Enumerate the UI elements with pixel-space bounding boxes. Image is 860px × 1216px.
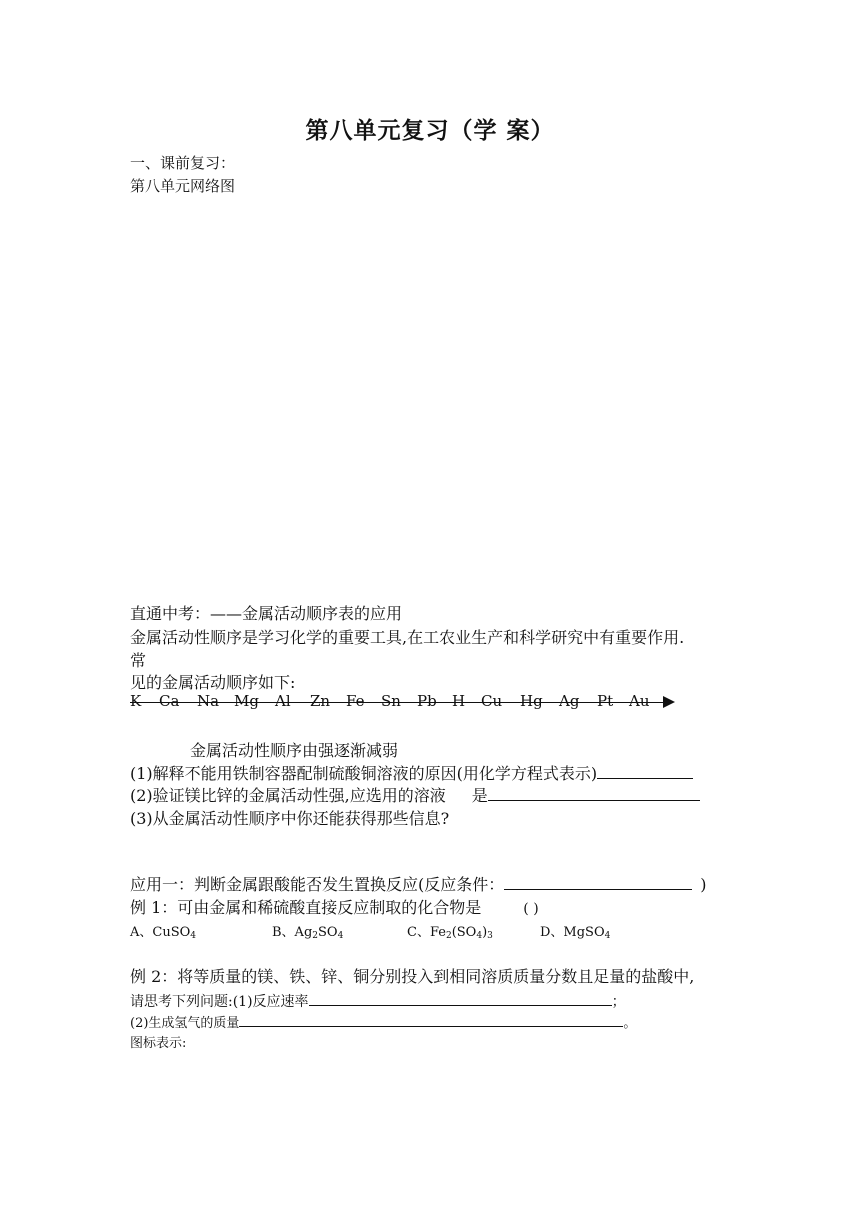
metal-symbol: Sn <box>381 692 401 710</box>
metal-symbol: H <box>452 692 466 710</box>
application-1-heading-text: 应用一：判断金属跟酸能否发生置换反应(反应条件： <box>130 875 505 894</box>
example-2-q1-text: 请思考下列问题:(1)反应速率 <box>130 994 309 1010</box>
metal-symbol: Mg <box>234 692 259 710</box>
application-1-heading <box>130 872 707 895</box>
example-2-q2-text: (2)生成氢气的质量 <box>130 1016 240 1031</box>
question-2 <box>130 783 700 806</box>
metal-symbol: Pt <box>597 692 614 710</box>
metal-symbol: Fe <box>346 692 365 710</box>
section-heading-review: 一、课前复习： <box>130 154 236 172</box>
answer-blank-2[interactable] <box>488 784 700 801</box>
metal-symbol: Hg <box>520 692 543 710</box>
chart-label: 图标表示: <box>130 1036 187 1051</box>
answer-blank-1[interactable] <box>597 762 693 779</box>
example-2-line-2 <box>130 989 626 1011</box>
option-c[interactable]: C、$Fe_2(SO_4)_3$ <box>407 925 493 941</box>
option-a[interactable]: A、CuSO$_4$ <box>130 925 197 941</box>
hydrogen-mass-blank[interactable] <box>239 1012 623 1027</box>
metal-symbol: Al <box>275 692 291 710</box>
example-1-answer-paren[interactable]: ( ) <box>523 901 539 917</box>
zhitong-heading: 直通中考：——金属活动顺序表的应用 <box>130 604 403 623</box>
network-diagram-label: 第八单元网络图 <box>130 177 236 195</box>
example-2-line-3 <box>130 1012 636 1031</box>
question-3: (3)从金属活动性顺序中你还能获得那些信息? <box>130 809 450 828</box>
metal-symbol: Au <box>629 692 650 710</box>
metal-symbol: Cu <box>481 692 503 710</box>
metal-symbol: K <box>130 692 142 710</box>
reaction-condition-blank[interactable] <box>504 873 692 890</box>
reaction-rate-blank[interactable] <box>309 989 612 1006</box>
order-note: 金属活动性顺序由强逐渐减弱 <box>190 741 399 760</box>
question-2-is: 是 <box>471 786 488 805</box>
intro-line-3: 见的金属活动顺序如下: <box>130 673 296 692</box>
question-2-text: (2)验证镁比锌的金属活动性强,应选用的溶液 <box>130 786 446 805</box>
semicolon: ； <box>611 994 626 1010</box>
question-1-text: (1)解释不能用铁制容器配制硫酸铜溶液的原因(用化学方程式表示) <box>130 764 598 783</box>
intro-line-2: 常 <box>130 651 147 670</box>
metal-symbol: Pb <box>417 692 437 710</box>
option-b[interactable]: B、$Ag_2SO_4$ <box>272 925 344 941</box>
example-1 <box>130 895 539 918</box>
metal-symbol: Ca <box>159 692 180 710</box>
example-1-text: 例 1：可由金属和稀硫酸直接反应制取的化合物是 <box>130 898 482 917</box>
option-d[interactable]: D、MgSO$_4$ <box>540 925 611 941</box>
question-1 <box>130 761 693 784</box>
metal-activity-series <box>130 692 670 714</box>
example-2-line-1: 例 2：将等质量的镁、铁、锌、铜分别投入到相同溶质质量分数且足量的盐酸中, <box>130 967 695 986</box>
metal-symbol: Na <box>197 692 220 710</box>
intro-line-1: 金属活动性顺序是学习化学的重要工具,在工农业生产和科学研究中有重要作用. <box>130 628 685 647</box>
metal-symbol: Zn <box>310 692 331 710</box>
closing-paren: ) <box>700 875 707 894</box>
example-1-options <box>130 921 690 941</box>
period: 。 <box>623 1016 637 1031</box>
metal-symbol: Ag <box>559 692 580 710</box>
page-title: 第八单元复习（学 案） <box>305 118 555 144</box>
arrow-right-icon <box>663 696 675 708</box>
